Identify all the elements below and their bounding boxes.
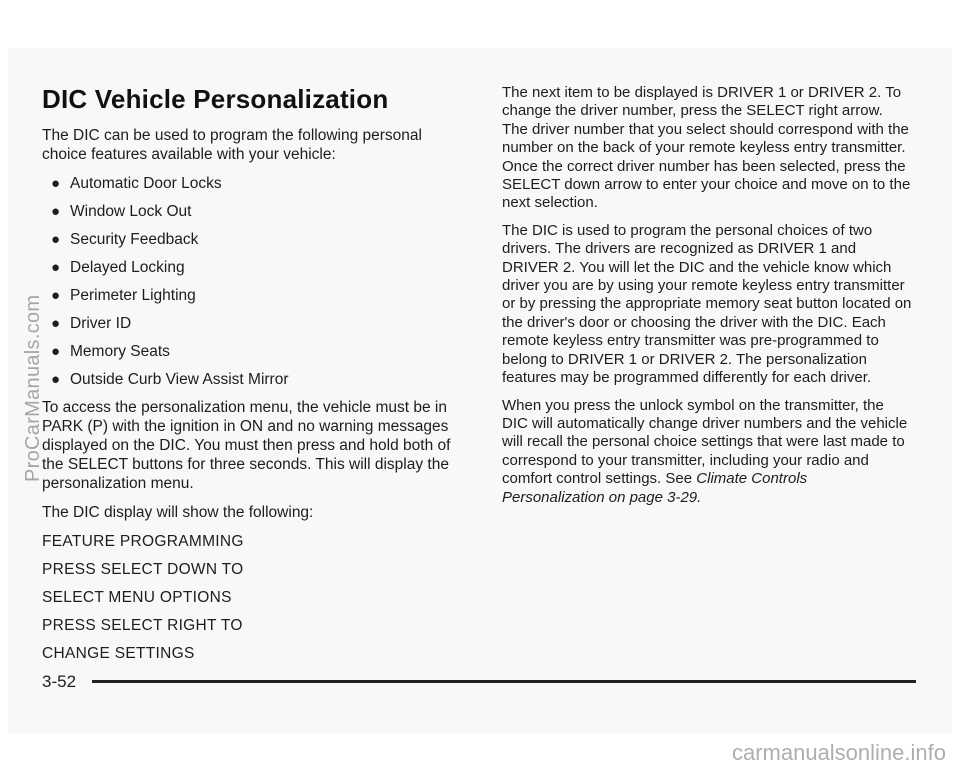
feature-label: Security Feedback — [70, 231, 199, 248]
two-drivers-paragraph: The DIC is used to program the personal choices of two drivers. The drivers are recognized as DRIVER 1 and DRIVER 2. You will let the DIC and the vehicle know which driver you are by using your remote keyless entry transmitter or by pressing the appropriate memory seat button located on the driver's door or choosing the driver with the DIC. Each remote keyless entry transmitter was pre-programmed to belong to DRIVER 1 or DRIVER 2. The personalization features may be programmed differently for each driver. — [502, 221, 912, 387]
intro-paragraph: The DIC can be used to program the following personal choice features available with your vehicle: — [42, 127, 422, 163]
feature-label: Delayed Locking — [70, 259, 185, 276]
right-column — [502, 84, 912, 516]
display-line: CHANGE SETTINGS — [42, 645, 195, 662]
display-lines — [42, 532, 462, 663]
list-item — [42, 286, 462, 305]
list-item — [42, 202, 462, 221]
bullet-icon: ● — [51, 315, 61, 332]
bottom-watermark: carmanualsonline.info — [731, 740, 946, 765]
section-heading: DIC Vehicle Personalization — [42, 84, 389, 114]
bullet-icon: ● — [51, 343, 61, 360]
feature-label: Memory Seats — [70, 343, 170, 360]
unlock-paragraph-text: When you press the unlock symbol on the transmitter, the DIC will automatically change driver numbers and the vehicle will recall the personal choice settings that were last made to correspond to your transmitter, including your radio and comfort control settings. — [502, 396, 908, 488]
driver-selection-paragraph: The next item to be displayed is DRIVER 1 or DRIVER 2. To change the driver number, press the SELECT right arrow. The driver number that you select should correspond with the number on the back of your remote keyless entry transmitter. Once the correct driver number has been selected, press the SELECT down arrow to enter your choice and move on to the next selection. — [502, 84, 911, 212]
unlock-symbol-paragraph — [502, 397, 912, 507]
feature-label: Driver ID — [70, 315, 132, 332]
bullet-icon: ● — [51, 231, 61, 248]
list-item — [42, 314, 462, 333]
manual-page — [8, 48, 952, 734]
bullet-icon: ● — [51, 175, 61, 192]
access-paragraph: To access the personalization menu, the vehicle must be in PARK (P) with the ignition in ON and no warning messages displayed on the DIC. You must then press and hold both of the SELECT buttons for three seconds. This will display the personalization menu. — [42, 399, 451, 492]
see-label: See — [665, 470, 693, 488]
feature-list — [42, 174, 462, 389]
page-number: 3-52 — [42, 672, 77, 691]
bullet-icon: ● — [51, 287, 61, 304]
list-item — [42, 342, 462, 361]
footer-rule — [92, 680, 916, 683]
side-watermark: ProCarManuals.com — [22, 294, 44, 482]
feature-label: Outside Curb View Assist Mirror — [70, 371, 289, 388]
list-item — [42, 230, 462, 249]
list-item — [42, 370, 462, 389]
display-line: PRESS SELECT RIGHT TO — [42, 617, 243, 634]
display-line: FEATURE PROGRAMMING — [42, 533, 244, 550]
display-line: SELECT MENU OPTIONS — [42, 589, 232, 606]
cross-reference-link: Climate Controls Personalization on page 3-29. — [502, 470, 808, 506]
bullet-icon: ● — [51, 203, 61, 220]
list-item — [42, 174, 462, 193]
left-column — [42, 84, 462, 672]
display-intro: The DIC display will show the following: — [42, 504, 314, 521]
feature-label: Perimeter Lighting — [70, 287, 196, 304]
list-item — [42, 258, 462, 277]
feature-label: Window Lock Out — [70, 203, 192, 220]
bullet-icon: ● — [51, 371, 61, 388]
feature-label: Automatic Door Locks — [70, 175, 222, 192]
display-line: PRESS SELECT DOWN TO — [42, 561, 244, 578]
bullet-icon: ● — [51, 259, 61, 276]
